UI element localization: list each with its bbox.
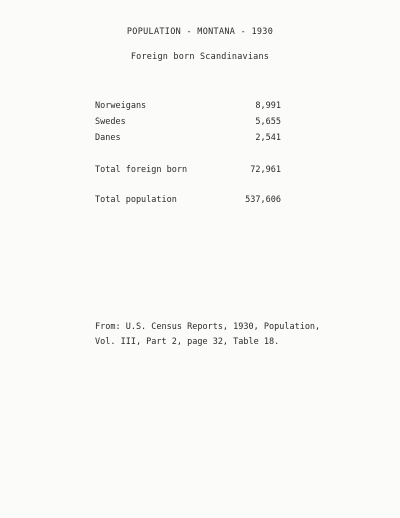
row-label: Swedes [95, 117, 126, 127]
page-subtitle: Foreign born Scandinavians [130, 52, 270, 62]
source-citation-line-2: Vol. III, Part 2, page 32, Table 18. [95, 337, 280, 347]
row-value: 537,606 [245, 195, 281, 205]
table-row [95, 133, 281, 145]
row-label: Danes [95, 133, 121, 143]
row-label: Total population [95, 195, 177, 205]
row-value: 5,655 [255, 117, 281, 127]
total-foreign-born-row [95, 165, 281, 177]
table-row [95, 101, 281, 113]
source-citation-line-1: From: U.S. Census Reports, 1930, Population, [95, 322, 321, 332]
total-population-row [95, 195, 281, 207]
page-title: POPULATION - MONTANA - 1930 [126, 27, 274, 37]
row-value: 8,991 [255, 101, 281, 111]
row-value: 2,541 [255, 133, 281, 143]
row-label: Norweigans [95, 101, 147, 111]
table-row [95, 117, 281, 129]
row-label: Total foreign born [95, 165, 188, 175]
row-value: 72,961 [250, 165, 281, 175]
